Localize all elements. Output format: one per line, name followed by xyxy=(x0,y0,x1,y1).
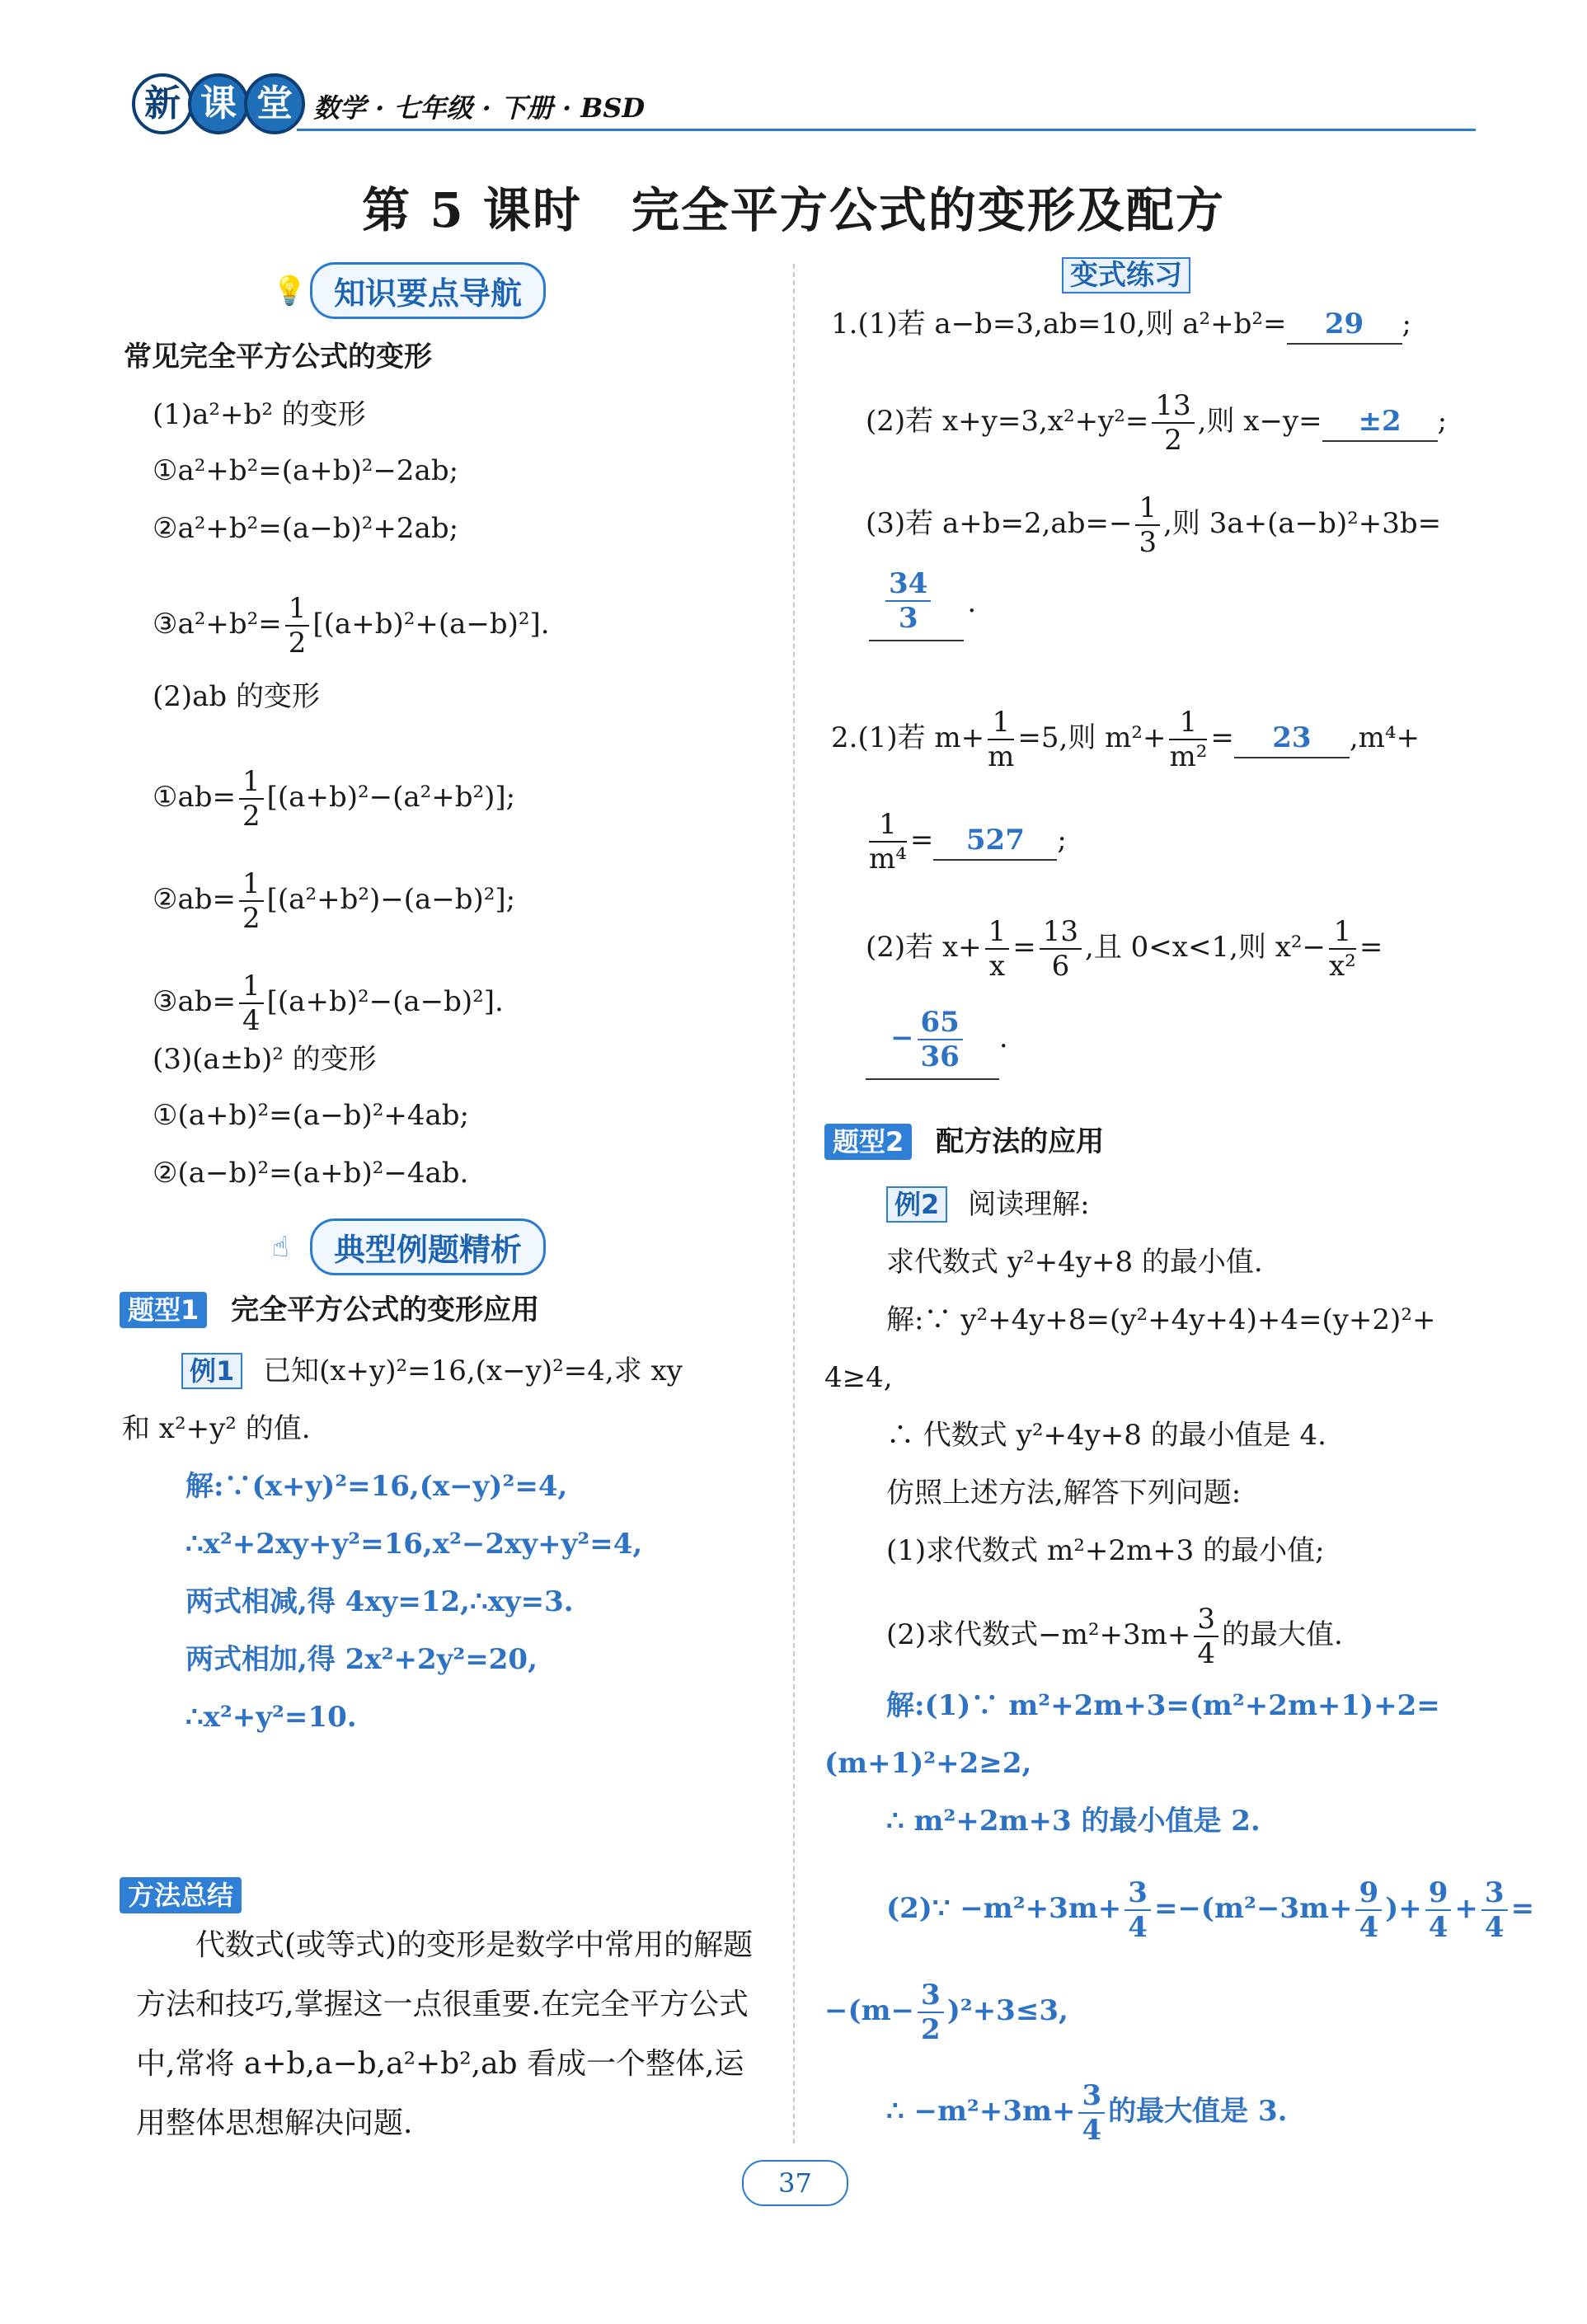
page-title: 第 5 课时 完全平方公式的变形及配方 xyxy=(362,182,1225,238)
fraction: $\frac{1}{4}$ xyxy=(239,970,264,1037)
formula-line: ③ab= $\frac{1}{4}$ [(a+b)²−(a−b)²]. xyxy=(153,970,504,1037)
fraction: $\frac{1}{x}$ xyxy=(985,915,1010,983)
formula-line: (2)ab 的变形 xyxy=(153,680,321,713)
exercise-line: (2)若 x+y=3,x²+y²= $\frac{13}{2}$ ,则 x−y= ±2 ; xyxy=(866,389,1448,457)
example1-line: 和 x²+y² 的值. xyxy=(122,1412,311,1445)
fraction: $\frac{3}{4}$ xyxy=(1125,1876,1151,1944)
solution-line: (2)∵ −m²+3m+ $\frac{3}{4}$ =−(m²−3m+ $\frac{9}{4}$ )+ $\frac{9}{4}$ + $\frac{3}{4}$ = xyxy=(886,1876,1535,1944)
method-summary: 代数式(或等式)的变形是数学中常用的解题方法和技巧,掌握这一点很重要.在完全平方公式中,常将 a+b,a−b,a²+b²,ab 看成一个整体,运用整体思想解决问题. xyxy=(136,1928,754,2140)
fraction: $\frac{1}{\text{m²}}$ xyxy=(1169,706,1208,773)
page-number: 37 xyxy=(742,2160,848,2206)
formula-line: (1)a²+b² 的变形 xyxy=(153,398,366,431)
header-rule xyxy=(297,129,1476,131)
solution-line: 解:(1)∵ m²+2m+3=(m²+2m+1)+2= xyxy=(886,1689,1440,1722)
method-tag: 方法总结 xyxy=(120,1877,242,1913)
column-divider xyxy=(793,264,795,2143)
answer-line: − $\frac{65}{36}$ . xyxy=(866,1006,1008,1080)
type-tag: 题型2 xyxy=(824,1124,912,1160)
answer-blank: ±2 xyxy=(1322,402,1438,442)
header-subject: 数学 · 七年级 · 下册 · BSD xyxy=(313,92,646,124)
solution-line: ∴ m²+2m+3 的最小值是 2. xyxy=(886,1805,1261,1838)
fraction: $\frac{9}{4}$ xyxy=(1425,1876,1452,1944)
formula-line: ③a²+b²= $\frac{1}{2}$ [(a+b)²+(a−b)²]. xyxy=(153,592,550,660)
formula-line: ②a²+b²=(a−b)²+2ab; xyxy=(153,512,459,545)
fraction: $\frac{3}{4}$ xyxy=(1481,1876,1508,1944)
fraction: $\frac{13}{2}$ xyxy=(1152,389,1194,457)
fraction: $\frac{1}{3}$ xyxy=(1135,491,1160,559)
reading-line: 4≥4, xyxy=(824,1361,893,1394)
answer-fraction: $\frac{34}{3}$ xyxy=(869,567,964,641)
answer-blank: 29 xyxy=(1287,305,1402,345)
variant-header xyxy=(1062,257,1190,293)
logo-char: 新 xyxy=(132,73,193,134)
logo-char: 课 xyxy=(188,73,249,134)
answer-blank: 527 xyxy=(933,821,1057,861)
fraction: $\frac{1}{2}$ xyxy=(239,765,264,833)
formula-line: ①ab= $\frac{1}{2}$ [(a+b)²−(a²+b²)]; xyxy=(153,765,516,833)
formula-line: ②ab= $\frac{1}{2}$ [(a²+b²)−(a−b)²]; xyxy=(153,867,516,935)
fraction: $\frac{1}{m}$ xyxy=(988,706,1015,773)
solution-line: ∴x²+2xy+y²=16,x²−2xy+y²=4, xyxy=(185,1528,643,1561)
reading-line: 求代数式 y²+4y+8 的最小值. xyxy=(886,1246,1263,1279)
example-tag: 例2 xyxy=(886,1186,947,1223)
example-tag: 例1 xyxy=(181,1353,242,1389)
fraction: $\frac{1}{\text{x²}}$ xyxy=(1329,915,1356,983)
reading-line: 仿照上述方法,解答下列问题: xyxy=(886,1477,1242,1509)
fraction: $\frac{3}{4}$ xyxy=(1078,2079,1105,2147)
formula-line: ②(a−b)²=(a+b)²−4ab. xyxy=(153,1157,469,1190)
formula-line: ①(a+b)²=(a−b)²+4ab; xyxy=(153,1099,469,1132)
section-title: 典型例题精析 xyxy=(310,1218,546,1275)
example1-line: 例1 已知(x+y)²=16,(x−y)²=4,求 xy xyxy=(181,1352,683,1390)
solution-line: 解:∵(x+y)²=16,(x−y)²=4, xyxy=(185,1470,568,1503)
subheading: 常见完全平方公式的变形 xyxy=(124,340,432,373)
fraction: $\frac{1}{2}$ xyxy=(239,867,264,935)
series-logo xyxy=(132,73,300,135)
formula-line: (3)(a±b)² 的变形 xyxy=(153,1043,377,1076)
fraction: $\frac{13}{6}$ xyxy=(1040,915,1082,983)
reading-line: 解:∵ y²+4y+8=(y²+4y+4)+4=(y+2)²+ xyxy=(886,1303,1436,1336)
answer-blank: 23 xyxy=(1234,719,1350,758)
type-tag: 题型1 xyxy=(120,1292,207,1328)
reading-line: (1)求代数式 m²+2m+3 的最小值; xyxy=(886,1534,1325,1567)
page-header xyxy=(115,73,1476,139)
solution-line: −(m− $\frac{3}{2}$ )²+3≤3, xyxy=(824,1979,1068,2046)
answer-line: $\frac{34}{3}$ . xyxy=(866,567,976,641)
example2-line: 例2 阅读理解: xyxy=(886,1185,1090,1223)
exercise-line: $\frac{1}{\text{m⁴}}$ = 527 ; xyxy=(869,808,1067,876)
lightbulb-icon: 💡 xyxy=(272,274,308,308)
solution-line: (m+1)²+2≥2, xyxy=(824,1747,1032,1780)
exercise-line: 1.(1)若 a−b=3,ab=10,则 a²+b²= 29 ; xyxy=(831,305,1411,345)
fraction: $\frac{3}{2}$ xyxy=(918,1979,944,2046)
exercise-line: (2)若 x+ $\frac{1}{x}$ = $\frac{13}{6}$ ,且 0<x<1,则 x²− $\frac{1}{\text{x²}}$ = xyxy=(866,915,1383,983)
exercise-line: (3)若 a+b=2,ab=− $\frac{1}{3}$ ,则 3a+(a−b)²+3b= xyxy=(866,491,1442,559)
exercise-line: 2.(1)若 m+ $\frac{1}{m}$ =5,则 m²+ $\frac{1}{\text{m²}}$ = 23 ,m⁴+ xyxy=(831,706,1420,773)
fraction: $\frac{1}{2}$ xyxy=(285,592,310,660)
solution-line: 两式相减,得 4xy=12,∴xy=3. xyxy=(185,1585,574,1618)
variant-tag: 变式练习 xyxy=(1062,257,1190,293)
formula-line: ①a²+b²=(a+b)²−2ab; xyxy=(153,454,459,487)
reading-line: ∴ 代数式 y²+4y+8 的最小值是 4. xyxy=(886,1419,1326,1452)
solution-line: 两式相加,得 2x²+2y²=20, xyxy=(185,1643,538,1676)
answer-fraction: $\frac{65}{36}$ xyxy=(918,1006,963,1073)
pointer-hand-icon: ☝ xyxy=(272,1230,289,1264)
type1-heading: 题型1 完全平方公式的变形应用 xyxy=(120,1291,539,1329)
fraction: $\frac{9}{4}$ xyxy=(1355,1876,1382,1944)
solution-line: ∴x²+y²=10. xyxy=(185,1701,357,1734)
section-title: 知识要点导航 xyxy=(310,262,546,319)
section-knowledge-header xyxy=(272,262,546,319)
fraction: $\frac{3}{4}$ xyxy=(1194,1603,1218,1670)
logo-char: 堂 xyxy=(244,73,305,134)
section-examples-header xyxy=(272,1218,546,1275)
reading-line: (2)求代数式−m²+3m+ $\frac{3}{4}$ 的最大值. xyxy=(886,1603,1343,1670)
method-heading xyxy=(120,1876,242,1914)
type2-heading: 题型2 配方法的应用 xyxy=(824,1123,1104,1161)
solution-line: ∴ −m²+3m+ $\frac{3}{4}$ 的最大值是 3. xyxy=(886,2079,1288,2147)
fraction: $\frac{1}{\text{m⁴}}$ xyxy=(869,808,907,876)
